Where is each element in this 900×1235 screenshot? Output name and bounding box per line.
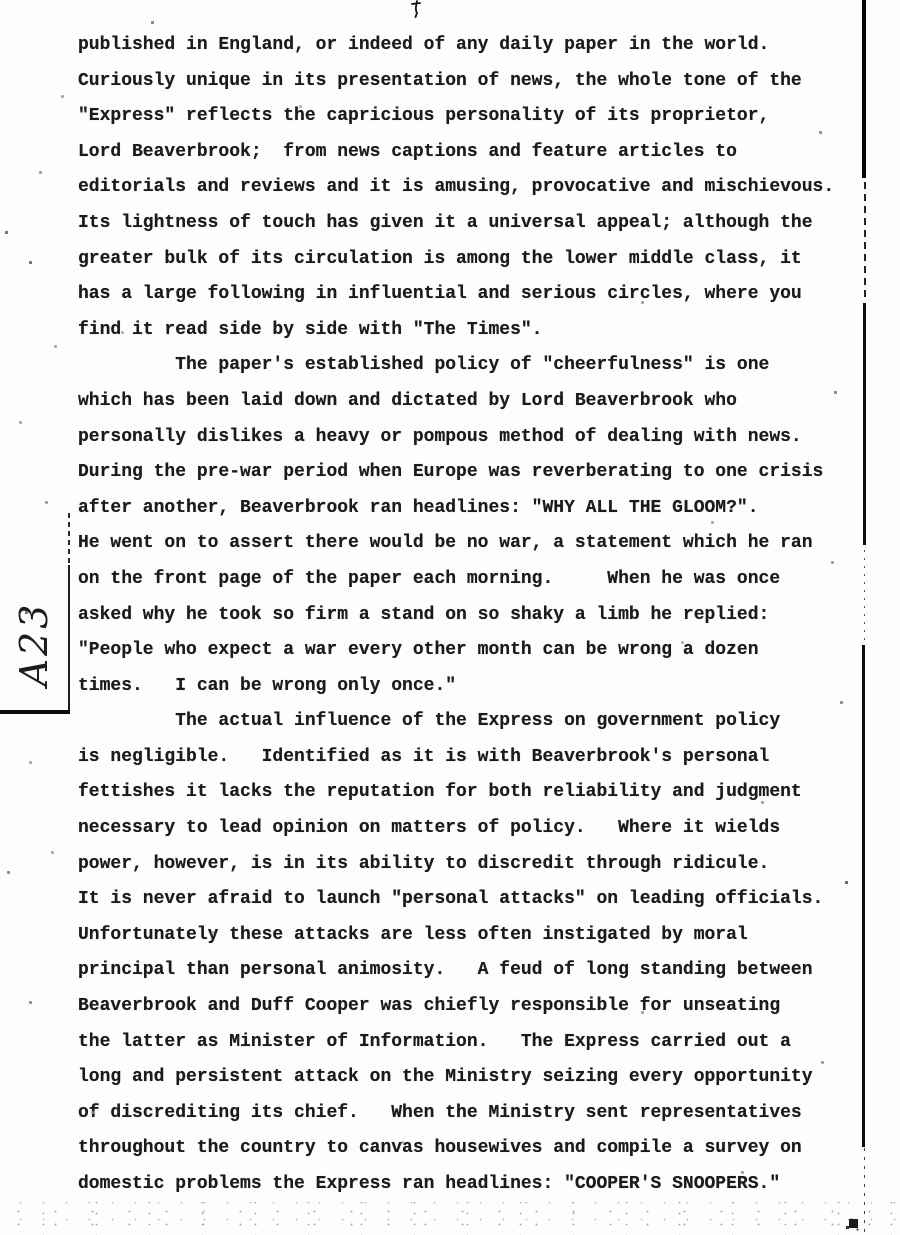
text-line: is negligible. Identified as it is with Beaverbrook's personal: [78, 746, 770, 767]
text-line: on the front page of the paper each morning. When he was once: [78, 568, 781, 589]
text-line: fettishes it lacks the reputation for both reliability and judgment: [78, 782, 802, 803]
text-line: throughout the country to canvas housewives and compile a survey on: [78, 1138, 802, 1159]
text-line: power, however, is in its ability to discredit through ridicule.: [78, 853, 770, 874]
text-line: Lord Beaverbrook; from news captions and feature articles to: [78, 141, 737, 162]
scan-edge-line: [862, 645, 865, 1147]
pen-mark-icon: [408, 0, 426, 22]
margin-bracket-horizontal: [0, 710, 70, 714]
text-line: "Express" reflects the capricious personality of its proprietor,: [78, 106, 770, 127]
margin-note: A23: [12, 601, 56, 687]
text-line: asked why he took so firm a stand on so shaky a limb he replied:: [78, 604, 770, 625]
text-line: principal than personal animosity. A feud of long standing between: [78, 960, 813, 981]
scan-noise-band: [0, 1202, 900, 1235]
text-line: has a large following in influential and serious circles, where you: [78, 284, 802, 305]
text-line: He went on to assert there would be no war, a statement which he ran: [78, 533, 813, 554]
text-line: which has been laid down and dictated by Lord Beaverbrook who: [78, 390, 737, 411]
text-line: long and persistent attack on the Ministry seizing every opportunity: [78, 1067, 813, 1088]
text-line: Unfortunately these attacks are less often instigated by moral: [78, 924, 748, 945]
text-line: Curiously unique in its presentation of news, the whole tone of the: [78, 70, 802, 91]
text-line: During the pre-war period when Europe was reverberating to one crisis: [78, 462, 824, 483]
scan-noise-blob: [849, 1219, 858, 1228]
text-line: "People who expect a war every other month can be wrong a dozen: [78, 640, 759, 661]
text-line: the latter as Minister of Information. The Express carried out a: [78, 1031, 791, 1052]
text-line: Its lightness of touch has given it a universal appeal; although the: [78, 212, 813, 233]
scan-edge-line: [864, 550, 865, 642]
scan-noise-dots: [0, 0, 1, 1]
text-line: greater bulk of its circulation is among the lower middle class, it: [78, 248, 802, 269]
margin-bracket-vertical-dotted: [68, 513, 70, 567]
scan-edge-line: [864, 182, 866, 302]
text-line: Beaverbrook and Duff Cooper was chiefly responsible for unseating: [78, 996, 781, 1017]
text-line: personally dislikes a heavy or pompous method of dealing with news.: [78, 426, 802, 447]
text-line: necessary to lead opinion on matters of policy. Where it wields: [78, 818, 781, 839]
text-line: It is never afraid to launch "personal attacks" on leading officials.: [78, 889, 824, 910]
text-line: published in England, or indeed of any daily paper in the world.: [78, 35, 770, 55]
text-line: find it read side by side with "The Times".: [78, 319, 543, 340]
document-text-block: [78, 28, 868, 1203]
text-line: domestic problems the Express ran headlines: "COOPER'S SNOOPERS.": [78, 1174, 781, 1194]
scan-edge-line: [863, 303, 866, 545]
text-line: The paper's established policy of "cheerfulness" is one: [78, 355, 770, 376]
text-line: The actual influence of the Express on government policy: [78, 711, 781, 732]
margin-bracket-vertical: [68, 565, 70, 713]
scan-edge-line: [862, 0, 866, 178]
text-line: editorials and reviews and it is amusing, provocative and mischievous.: [78, 177, 835, 198]
text-line: times. I can be wrong only once.": [78, 675, 457, 696]
text-line: of discrediting its chief. When the Ministry sent representatives: [78, 1102, 802, 1123]
text-line: after another, Beaverbrook ran headlines: "WHY ALL THE GLOOM?".: [78, 497, 759, 518]
